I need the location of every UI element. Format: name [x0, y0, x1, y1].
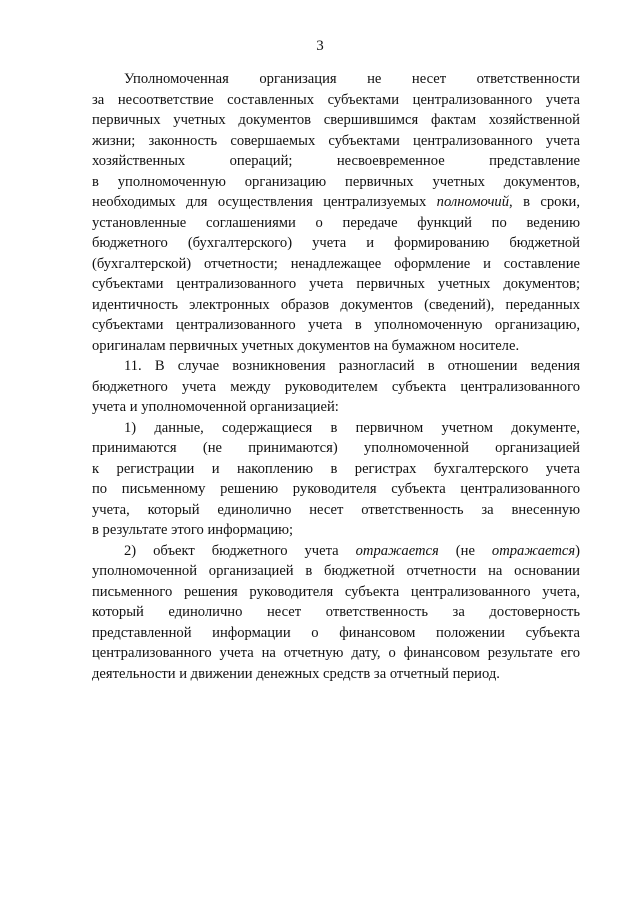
text-line: принимаются (не принимаются) уполномоченной организацией — [92, 440, 580, 456]
text-line: уполномоченной организацией в бюджетной отчетности на основании — [92, 563, 580, 579]
text-line: учета, который единолично несет ответственность за внесенную — [92, 501, 580, 518]
text-line: который единолично несет ответственность за достоверность — [92, 604, 580, 620]
text-line: письменного решения руководителя субъекта централизованного учета, — [92, 583, 580, 600]
text-line: в результате этого информацию; — [92, 522, 294, 538]
text-line: централизованного учета на отчетную дату, о финансовом результате его — [92, 645, 580, 661]
text-line: необходимых для осуществления централизуемых полномочий, в сроки, — [92, 194, 580, 210]
text-line: за несоответствие составленных субъектами централизованного учета — [92, 91, 580, 108]
body-text — [92, 69, 580, 684]
text-line: учета и уполномоченной организацией: — [92, 399, 339, 415]
text-line: хозяйственных операций; несвоевременное представление — [92, 153, 580, 169]
text-line: субъектами централизованного учета в уполномоченную организацию, — [92, 317, 580, 333]
text-line: (бухгалтерской) отчетности; ненадлежащее оформление и составление — [92, 255, 580, 272]
text-line: 2) объект бюджетного учета отражается (не отражается) — [124, 542, 580, 559]
text-line: бюджетного (бухгалтерского) учета и формированию бюджетной — [92, 235, 580, 251]
text-line: первичных учетных документов свершившимся фактам хозяйственной — [92, 112, 580, 128]
text-line: идентичность электронных образов документов (сведений), переданных — [92, 296, 580, 313]
text-line: жизни; законность совершаемых субъектами централизованного учета — [92, 132, 580, 149]
text-line: установленные соглашениями о передаче функций по ведению — [92, 214, 580, 231]
text-line: субъектами централизованного учета первичных учетных документов; — [92, 276, 580, 292]
text-line: бюджетного учета между руководителем субъекта централизованного — [92, 378, 580, 395]
text-line: к регистрации и накоплению в регистрах бухгалтерского учета — [92, 460, 580, 477]
text-line: 1) данные, содержащиеся в первичном учетном документе, — [124, 419, 580, 436]
text-line: деятельности и движении денежных средств за отчетный период. — [92, 665, 500, 682]
text-line: 11. В случае возникновения разногласий в отношении ведения — [124, 358, 580, 374]
text-line: оригиналам первичных учетных документов на бумажном носителе. — [92, 337, 520, 354]
text-line: по письменному решению руководителя субъекта централизованного — [92, 481, 580, 497]
page-number: 3 — [316, 38, 324, 54]
text-line: представленной информации о финансовом положении субъекта — [92, 624, 580, 641]
text-line: в уполномоченную организацию первичных учетных документов, — [92, 173, 580, 190]
text-line: Уполномоченная организация не несет ответственности — [124, 71, 580, 87]
